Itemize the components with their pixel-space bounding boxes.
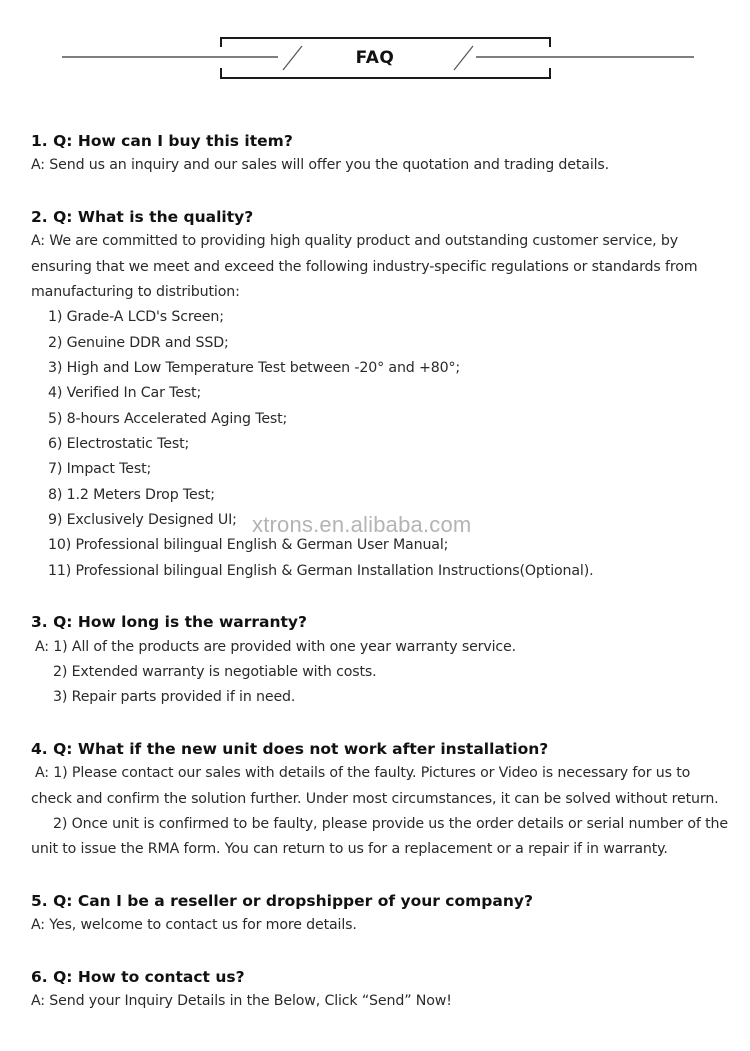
faq-answer-3-line-2: 2) Extended warranty is negotiable with costs. bbox=[53, 664, 377, 680]
faq-answer-3-line-3: 3) Repair parts provided if in need. bbox=[53, 689, 296, 705]
faq-question-1: 1. Q: How can I buy this item? bbox=[31, 132, 293, 150]
quality-list-item: 6) Electrostatic Test; bbox=[48, 436, 190, 452]
faq-answer-4-line-2: check and confirm the solution further. Under most circumstances, it can be solved without return. bbox=[31, 791, 719, 807]
watermark: xtrons.en.alibaba.com bbox=[252, 512, 472, 537]
faq-answer-4-line-1: A: 1) Please contact our sales with details of the faulty. Pictures or Video is necessary for us to bbox=[35, 765, 691, 781]
quality-list-item: 11) Professional bilingual English & German Installation Instructions(Optional). bbox=[48, 563, 594, 579]
faq-answer-6-line-1: A: Send your Inquiry Details in the Below, Click “Send” Now! bbox=[31, 993, 452, 1009]
faq-question-2: 2. Q: What is the quality? bbox=[31, 208, 254, 226]
faq-answer-2-line-1: A: We are committed to providing high quality product and outstanding customer service, by bbox=[31, 233, 678, 249]
faq-question-6: 6. Q: How to contact us? bbox=[31, 968, 245, 986]
quality-list-item: 5) 8-hours Accelerated Aging Test; bbox=[48, 411, 288, 427]
faq-header bbox=[0, 0, 750, 100]
faq-answer-4-line-4: unit to issue the RMA form. You can return to us for a replacement or a repair if in warranty. bbox=[31, 841, 668, 857]
faq-question-3: 3. Q: How long is the warranty? bbox=[31, 613, 308, 631]
quality-list-item: 10) Professional bilingual English & German User Manual; bbox=[48, 537, 449, 553]
faq-answer-1-line-1: A: Send us an inquiry and our sales will offer you the quotation and trading details. bbox=[31, 157, 610, 173]
faq-answer-5-line-1: A: Yes, welcome to contact us for more details. bbox=[31, 917, 357, 933]
quality-list-item: 7) Impact Test; bbox=[48, 461, 152, 477]
quality-list-item: 3) High and Low Temperature Test between -20° and +80°; bbox=[48, 360, 461, 376]
faq-answer-2-line-2: ensuring that we meet and exceed the following industry-specific regulations or standards from bbox=[31, 259, 698, 275]
faq-answer-3-line-1: A: 1) All of the products are provided with one year warranty service. bbox=[35, 639, 516, 655]
quality-list-item: 4) Verified In Car Test; bbox=[48, 385, 202, 401]
page-title: FAQ bbox=[355, 48, 395, 68]
quality-list-item: 8) 1.2 Meters Drop Test; bbox=[48, 487, 215, 503]
faq-answer-2-line-3: manufacturing to distribution: bbox=[31, 284, 240, 300]
faq-question-4: 4. Q: What if the new unit does not work after installation? bbox=[31, 740, 549, 758]
quality-list-item: 2) Genuine DDR and SSD; bbox=[48, 335, 229, 351]
faq-question-5: 5. Q: Can I be a reseller or dropshipper of your company? bbox=[31, 892, 533, 910]
faq-answer-4-line-3: 2) Once unit is confirmed to be faulty, please provide us the order details or serial number of the bbox=[53, 816, 728, 832]
quality-list-item: 9) Exclusively Designed UI; bbox=[48, 512, 237, 528]
quality-list-item: 1) Grade-A LCD's Screen; bbox=[48, 309, 224, 325]
